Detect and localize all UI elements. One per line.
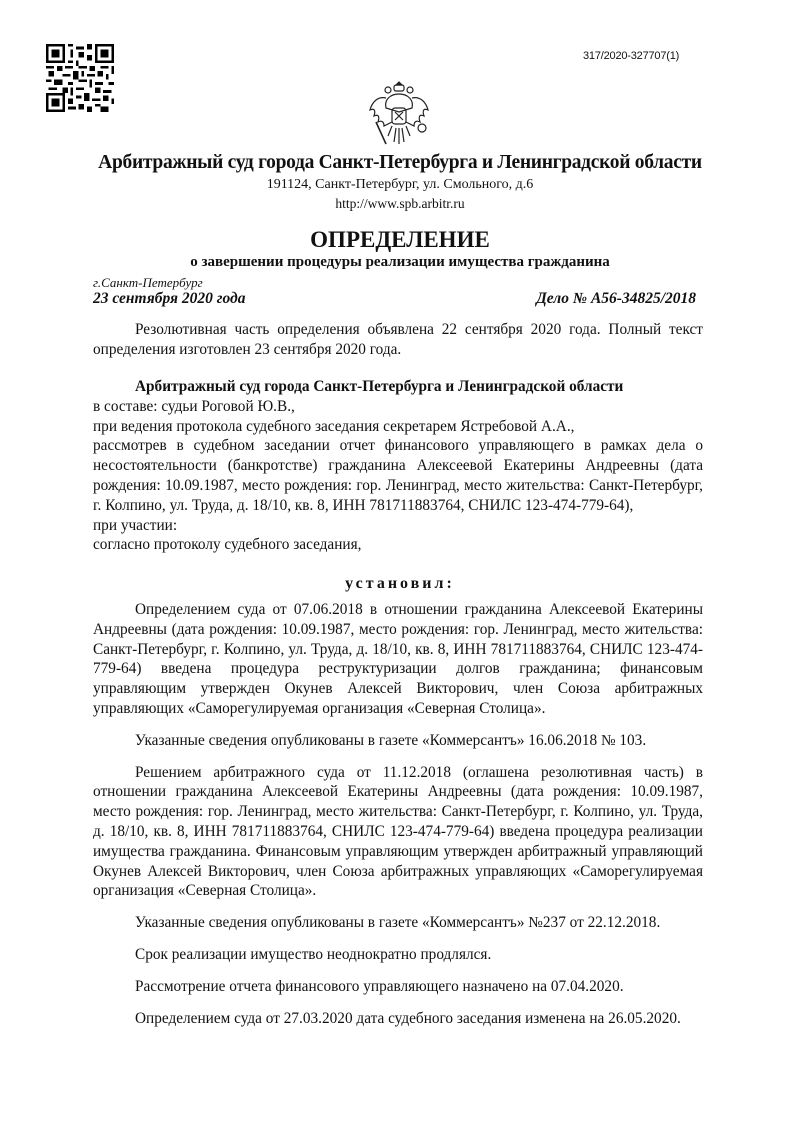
panel-considered: рассмотрев в судебном заседании отчет финансового управляющего в рамках дела о несостоятельности (банкротстве) гражданина Алексеевой Екатерины Андреевны (дата рождения: 10.09.1987, место рождения: гор. Ленинград, место жительства: Санкт-Петербург, г. Колпино, ул. Труда, д. 18/10, кв. 8, ИНН 781711883764, СНИЛС 123-474-779-64),: [93, 437, 703, 514]
document-number: 317/2020-327707(1): [583, 50, 680, 62]
paragraph: Указанные сведения опубликованы в газете «Коммерсантъ» №237 от 22.12.2018.: [135, 914, 661, 932]
paragraph: Решением арбитражного суда от 11.12.2018 (оглашена резолютивная часть) в отношении гражданина Алексеевой Екатерины Андреевны (дата рождения: 10.09.1987, место рождения: гор. Ленинград, место жительства: Санкт-Петербург, г. Колпино, ул. Труда, д. 18/10, кв. 8, ИНН 781711883764, СНИЛС 123-474-779-64) введена процедура реализации имущества гражданина. Финансовым управляющим утвержден арбитражный управляющий Окунев Алексей Викторович, член Союза арбитражных управляющих «Саморегулируемая организация «Северная Столица».: [93, 763, 703, 900]
qr-code-icon: [46, 44, 114, 112]
document-title: ОПРЕДЕЛЕНИЕ: [310, 227, 490, 252]
court-name: Арбитражный суд города Санкт-Петербурга и Ленинградской области: [98, 152, 702, 173]
paragraph: Определением суда от 27.03.2020 дата судебного заседания изменена на 26.05.2020.: [135, 1009, 681, 1027]
panel-participation-label: при участии:: [93, 516, 178, 534]
case-number: Дело № А56-34825/2018: [536, 290, 696, 307]
city: г.Санкт-Петербург: [93, 275, 203, 290]
document-date: 23 сентября 2020 года: [93, 290, 246, 307]
court-panel-section: [93, 377, 703, 555]
panel-secretary: при ведения протокола судебного заседания секретарем Ястребовой А.А.,: [93, 417, 575, 435]
paragraph: Срок реализации имущество неоднократно продлялся.: [135, 945, 492, 963]
paragraph: Определением суда от 07.06.2018 в отношении гражданина Алексеевой Екатерины Андреевны (дата рождения: 10.09.1987, место рождения: гор. Ленинград, место жительства: Санкт-Петербург, г. Колпино, ул. Труда, д. 18/10, кв. 8, ИНН 781711883764, СНИЛС 123-474-779-64) введена процедура реструктуризации долгов гражданина; финансовым управляющим утвержден Окунев Алексей Викторович, член Союза арбитражных управляющих «Саморегулируемая организация «Северная Столица».: [93, 601, 703, 717]
intro-section: [93, 320, 703, 360]
court-address: 191124, Санкт-Петербург, ул. Смольного, д.6: [266, 177, 534, 192]
panel-court-name: Арбитражный суд города Санкт-Петербурга и Ленинградской области: [135, 378, 624, 395]
paragraph: Рассмотрение отчета финансового управляющего назначено на 07.04.2020.: [135, 977, 624, 995]
panel-judge: в составе: судьи Роговой Ю.В.,: [93, 397, 295, 415]
court-website: http://www.spb.arbitr.ru: [335, 196, 465, 211]
document-subtitle: о завершении процедуры реализации имущества гражданина: [190, 254, 610, 270]
coat-of-arms-icon: [364, 78, 434, 150]
panel-participation: согласно протоколу судебного заседания,: [93, 536, 362, 554]
facts-section: [93, 600, 703, 1040]
intro-paragraph: Резолютивная часть определения объявлена 22 сентября 2020 года. Полный текст определения изготовлен 23 сентября 2020 года.: [93, 321, 703, 358]
established-heading: установил:: [345, 575, 455, 592]
paragraph: Указанные сведения опубликованы в газете «Коммерсантъ» 16.06.2018 № 103.: [135, 731, 647, 749]
